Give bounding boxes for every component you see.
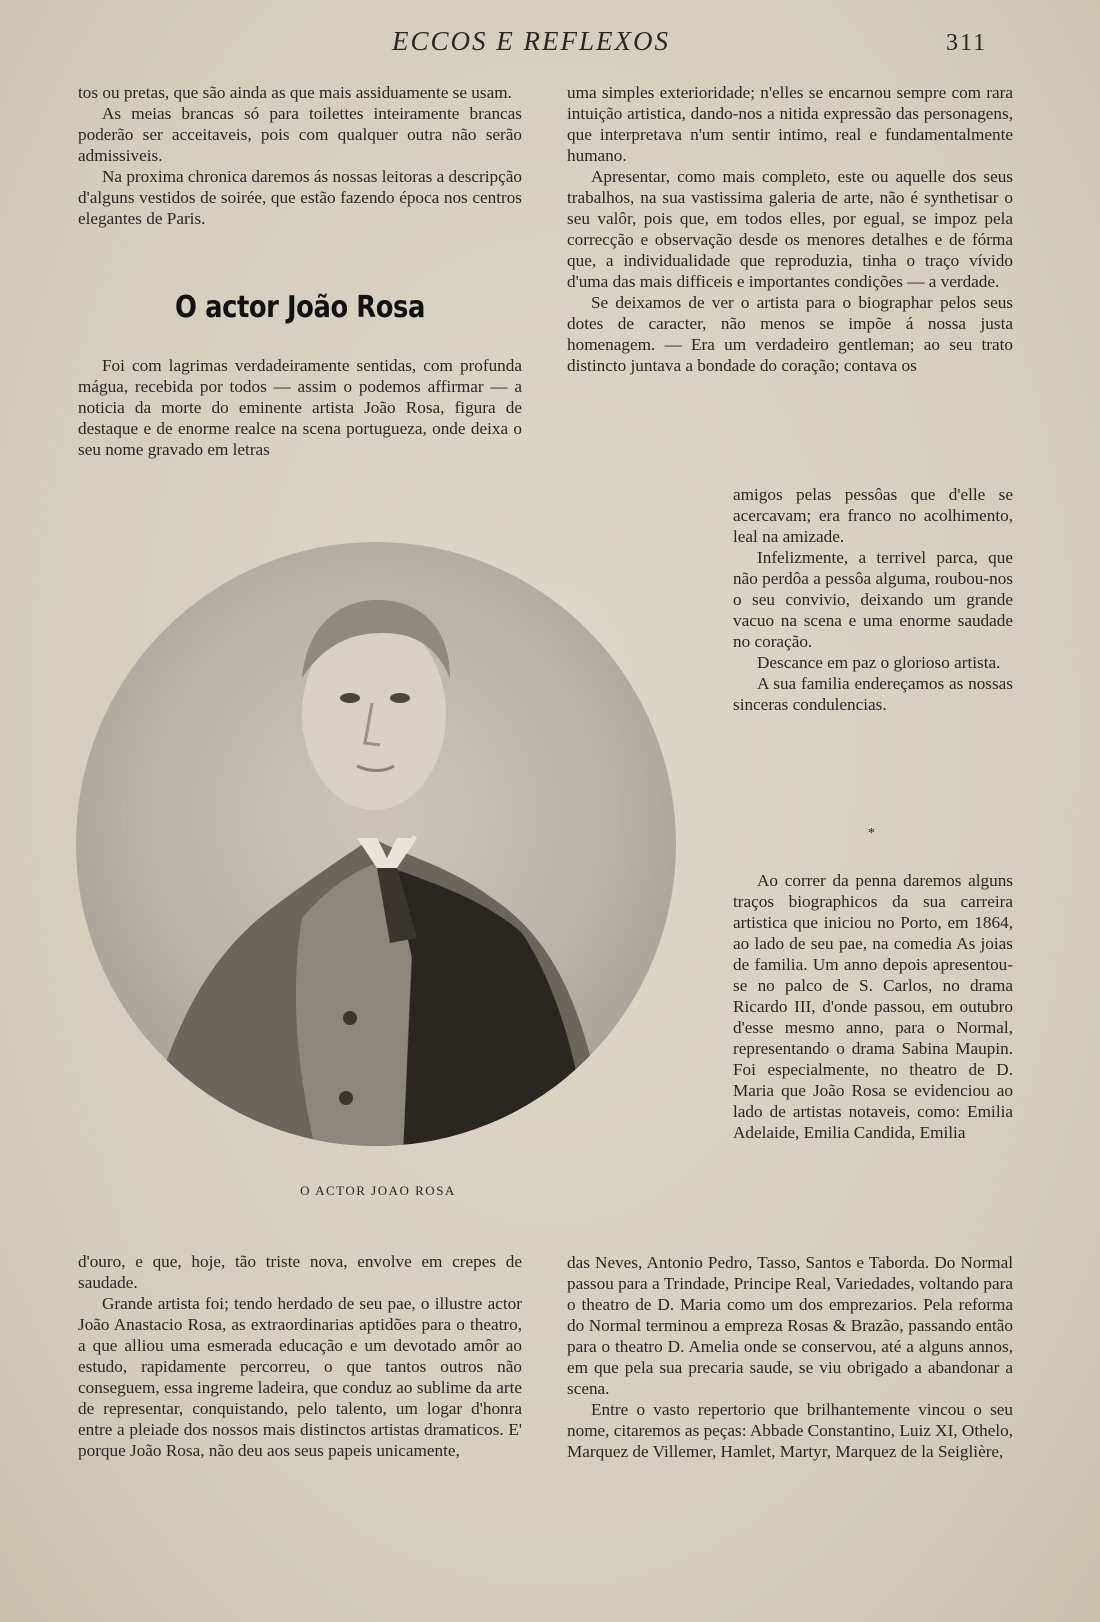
paragraph: As meias brancas só para toilettes inteiramente brancas poderão ser acceitaveis, pois com qualquer outra não serão admissiveis. <box>78 104 522 165</box>
paragraph: d'ouro, e que, hoje, tão triste nova, envolve em crepes de saudade. <box>78 1252 522 1292</box>
paragraph: Apresentar, como mais completo, este ou aquelle dos seus trabalhos, na sua vastissima galeria de arte, não é synthetisar o seu valôr, pois que, em todos elles, por egual, se impoz pela correcção e observação desde os menores detalhes e de fórma que, a individualidade que reproduzia, tinha o traço vívido d'uma das mais difficeis e importantes condições — a verdade. <box>567 167 1013 291</box>
paragraph: uma simples exterioridade; n'elles se encarnou sempre com rara intuição artistica, dando-nos a nitida expressão das personagens, que interpretava n'um sentir intimo, real e fundamentalmente humano. <box>567 83 1013 165</box>
portrait-caption: O ACTOR JOAO ROSA <box>300 1183 456 1198</box>
paragraph: Se deixamos de ver o artista para o biographar pelos seus dotes de caracter, não menos se impõe á nossa justa homenagem. — Era um verdadeiro gentleman; ao seu trato distincto juntava a bondade do coração; contava os <box>567 293 1013 375</box>
portrait-image <box>72 538 684 1156</box>
paragraph: Descance em paz o glorioso artista. <box>757 653 1001 672</box>
section-separator: * <box>868 826 875 841</box>
right-column-narrow <box>733 484 1013 715</box>
right-column-top <box>567 82 1013 376</box>
right-column-narrow-2 <box>733 870 1013 1143</box>
top-left-text <box>78 82 522 229</box>
page-number: 311 <box>946 30 988 56</box>
paragraph: das Neves, Antonio Pedro, Tasso, Santos e Taborda. Do Normal passou para a Trindade, Principe Real, Variedades, voltando para o theatro de D. Maria como um dos emprezarios. Pela reforma do Normal terminou a empreza Rosas & Brazão, passando então para o theatro D. Amelia onde se conservou, até a alguns annos, em que pela sua precaria saude, se viu obrigado a abandonar a scena. <box>567 1253 1013 1398</box>
article-intro <box>78 355 522 460</box>
paragraph: A sua familia endereçamos as nossas sinceras condulencias. <box>733 674 1013 714</box>
paragraph: Entre o vasto repertorio que brilhantemente vincou o seu nome, citaremos as peças: Abbade Constantino, Luiz XI, Othelo, Marquez de Villemer, Hamlet, Martyr, Marquez de la Seiglière, <box>567 1400 1013 1461</box>
running-head <box>0 26 1100 66</box>
bottom-left-text <box>78 1251 522 1461</box>
paragraph: Grande artista foi; tendo herdado de seu pae, o illustre actor João Anastacio Rosa, as extraordinarias aptidões para o theatro, a que alliou uma esmerada educação e um devotado amôr ao estudo, rapidamente percorreu, o que tantos outros não conseguem, essa ingreme ladeira, que conduz ao sublime da arte de representar, conquistando, pelo talento, um logar d'honra entre a pleiade dos nossos mais distinctos artistas dramaticos. E' porque João Rosa, não deu aos seus papeis unicamente, <box>78 1294 522 1460</box>
paragraph: Infelizmente, a terrivel parca, que não perdôa a pessôa alguma, roubou-nos o seu convivio, deixando um grande vacuo na scena e uma enorme saudade no coração. <box>733 548 1013 651</box>
portrait-photo <box>72 538 684 1156</box>
paragraph: amigos pelas pessôas que d'elle se acercavam; era franco no acolhimento, leal na amizade. <box>733 485 1013 546</box>
right-column-bottom <box>567 1252 1013 1462</box>
article-title: O actor João Rosa <box>175 290 425 325</box>
paragraph: Foi com lagrimas verdadeiramente sentidas, com profunda mágua, recebida por todos — assim o podemos affirmar — a noticia da morte do eminente artista João Rosa, figura de destaque e de enorme realce na scena portugueza, onde deixa o seu nome gravado em letras <box>78 356 522 459</box>
paragraph: Ao correr da penna daremos alguns traços biographicos da sua carreira artistica que iniciou no Porto, em 1864, ao lado de seu pae, na comedia As joias de familia. Um anno depois apresentou-se no palco de S. Carlos, no drama Ricardo III, d'onde passou, em outubro d'esse mesmo anno, para o Normal, representando o drama Sabina Maupin. Foi especialmente, no theatro de D. Maria que João Rosa se evidenciou ao lado de artistas notaveis, como: Emilia Adelaide, Emilia Candida, Emilia <box>733 871 1013 1142</box>
paragraph: Na proxima chronica daremos ás nossas leitoras a descripção d'alguns vestidos de soirée, que estão fazendo época nos centros elegantes de Paris. <box>78 167 522 228</box>
paragraph: tos ou pretas, que são ainda as que mais assiduamente se usam. <box>78 83 512 102</box>
running-title: ECCOS E REFLEXOS <box>392 26 670 56</box>
